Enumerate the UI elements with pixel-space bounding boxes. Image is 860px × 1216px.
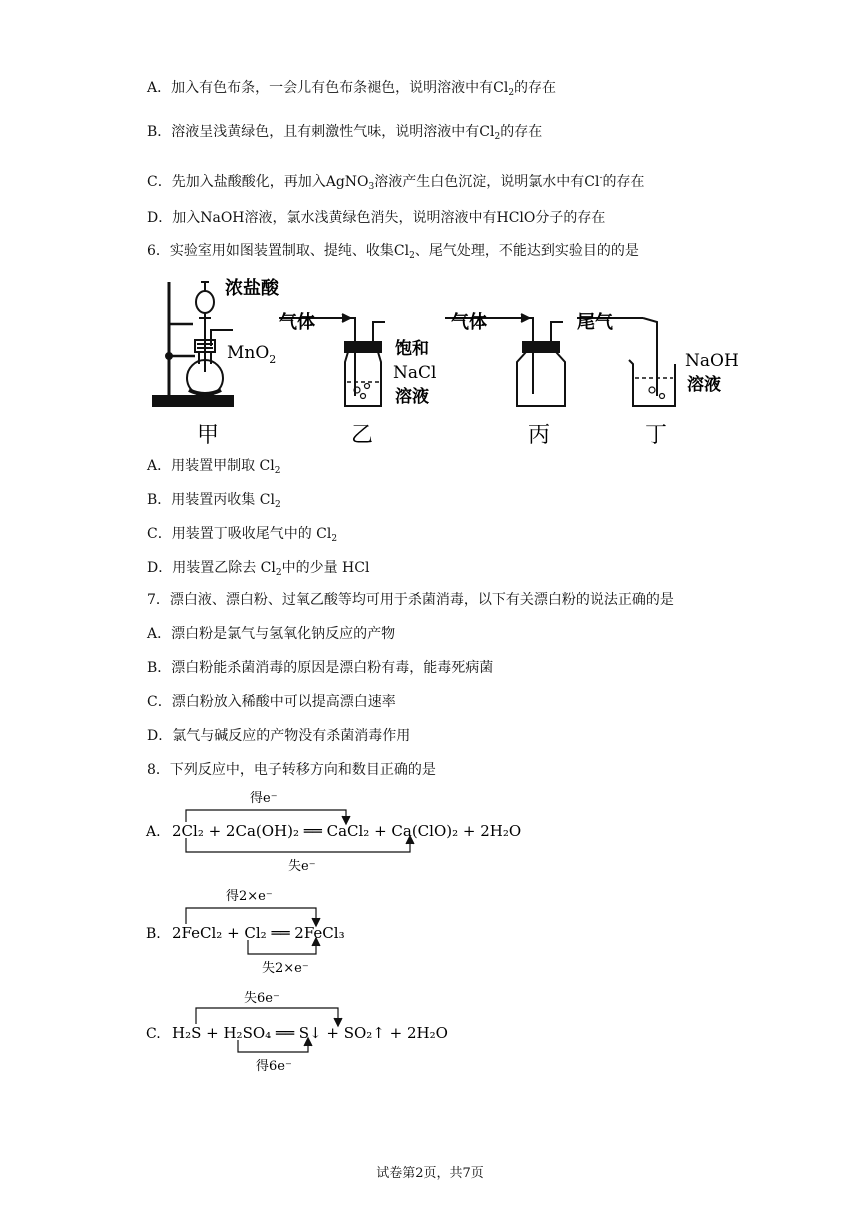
label-yi-saturated: 饱和 [395, 339, 429, 359]
label-bing: 丙 [528, 423, 551, 448]
q8-equations [140, 780, 560, 1080]
b-loss-bracket [248, 940, 316, 954]
q6-option-d [147, 558, 369, 583]
q8-stem [147, 760, 436, 780]
b-option-label: B. [146, 926, 161, 942]
a-loss-label: 失e⁻ [288, 859, 316, 874]
q6-option-b [147, 490, 281, 515]
q5-a-post: 的存在 [514, 80, 557, 96]
q7-c-text: C．漂白粉放入稀酸中可以提高漂白速率 [147, 694, 396, 710]
q8-stem-text: 8．下列反应中，电子转移方向和数目正确的是 [147, 762, 436, 778]
q6-stem-sub: 2 [409, 251, 415, 261]
apparatus-figure [145, 272, 765, 452]
q7-option-a [147, 624, 395, 644]
q5-option-d [147, 208, 605, 228]
q7-option-c [147, 692, 396, 712]
q5-option-b [147, 122, 542, 147]
bing-bottle-shape [517, 352, 565, 406]
q7-d-text: D．氯气与碱反应的产物没有杀菌消毒作用 [147, 728, 411, 744]
label-bing-gas: 气体 [451, 312, 487, 333]
c-loss-label: 失6e⁻ [244, 991, 280, 1006]
b-gain-label: 得2×e⁻ [226, 889, 273, 904]
page-footer: 试卷第2页，共7页 [376, 1166, 484, 1181]
a-loss-bracket [186, 838, 410, 852]
b-gain-bracket [186, 908, 316, 924]
q6-stem-text: 6．实验室用如图装置制取、提纯、收集Cl [147, 243, 410, 259]
q5-d-text: D．加入NaOH溶液，氯水浅黄绿色消失，说明溶液中有HClO分子的存在 [147, 210, 606, 226]
label-yi-nacl: NaCl [393, 363, 437, 383]
q6-option-a [147, 456, 280, 481]
c-gain-label: 得6e⁻ [256, 1059, 292, 1074]
a-equation: 2Cl₂ + 2Ca(OH)₂ ══ CaCl₂ + Ca(ClO)₂ + 2H₂O [172, 822, 522, 840]
dropping-funnel-shape [196, 291, 214, 313]
q7-stem [147, 590, 674, 610]
q6-a-text: A．用装置甲制取 Cl [147, 458, 275, 474]
q6-d-sub: 2 [275, 568, 282, 578]
c-equation: H₂S + H₂SO₄ ══ S↓ + SO₂↑ + 2H₂O [172, 1024, 448, 1042]
q5-b-text: B．溶液呈浅黄绿色，且有刺激性气味，说明溶液中有Cl [147, 124, 495, 140]
q5-c-mid: 溶液产生白色沉淀，说明氯水中有Cl [374, 174, 600, 190]
ding-beaker-shape [629, 360, 675, 406]
c-loss-bracket [196, 1008, 338, 1024]
q7-option-b [147, 658, 493, 678]
yi-bottle-shape [345, 352, 381, 406]
q6-stem-post: 、尾气处理，不能达到实验目的的是 [414, 243, 639, 259]
q5-b-sub: 2 [494, 132, 501, 142]
stand-base-shape [153, 396, 233, 406]
a-gain-bracket [186, 810, 346, 822]
q5-option-a [147, 78, 556, 103]
label-ding-solution: 溶液 [687, 375, 721, 395]
q7-b-text: B．漂白粉能杀菌消毒的原因是漂白粉有毒，能毒死病菌 [147, 660, 494, 676]
q6-d-text: D．用装置乙除去 Cl [147, 560, 276, 576]
q7-a-text: A．漂白粉是氯气与氢氧化钠反应的产物 [147, 626, 396, 642]
q6-option-c [147, 524, 337, 549]
q5-b-post: 的存在 [500, 124, 543, 140]
q5-c-sup: - [599, 173, 603, 183]
q6-b-text: B．用装置丙收集 Cl [147, 492, 275, 508]
q7-option-d [147, 726, 410, 746]
q6-a-sub: 2 [274, 466, 281, 476]
label-conc-hcl: 浓盐酸 [225, 278, 279, 299]
a-gain-label: 得e⁻ [250, 791, 278, 806]
label-yi: 乙 [351, 423, 374, 448]
q5-c-sub: 3 [368, 182, 375, 192]
label-ding: 丁 [645, 423, 668, 448]
b-equation: 2FeCl₂ + Cl₂ ══ 2FeCl₃ [172, 924, 345, 942]
label-yi-solution: 溶液 [395, 387, 429, 407]
q6-stem [147, 241, 639, 266]
label-ding-tailgas: 尾气 [577, 312, 613, 333]
q5-option-c [147, 168, 645, 197]
q6-c-text: C．用装置丁吸收尾气中的 Cl [147, 526, 332, 542]
q7-stem-text: 7．漂白液、漂白粉、过氧乙酸等均可用于杀菌消毒，以下有关漂白粉的说法正确的是 [147, 592, 674, 608]
label-jia: 甲 [197, 423, 220, 448]
q5-c-text: C．先加入盐酸酸化，再加入AgNO [147, 174, 369, 190]
q6-c-sub: 2 [331, 534, 338, 544]
q6-b-sub: 2 [274, 500, 281, 510]
q6-d-post: 中的少量 HCl [281, 560, 370, 576]
label-ding-naoh: NaOH [685, 351, 739, 371]
label-mno2: MnO$_2$ [227, 343, 277, 366]
q5-a-text: A．加入有色布条，一会儿有色布条褪色，说明溶液中有Cl [147, 80, 509, 96]
q5-a-sub: 2 [508, 88, 515, 98]
c-option-label: C. [146, 1026, 161, 1042]
a-option-label: A. [146, 824, 161, 840]
q5-c-post: 的存在 [602, 174, 645, 190]
label-yi-gas: 气体 [279, 312, 315, 333]
b-loss-label: 失2×e⁻ [262, 961, 309, 976]
